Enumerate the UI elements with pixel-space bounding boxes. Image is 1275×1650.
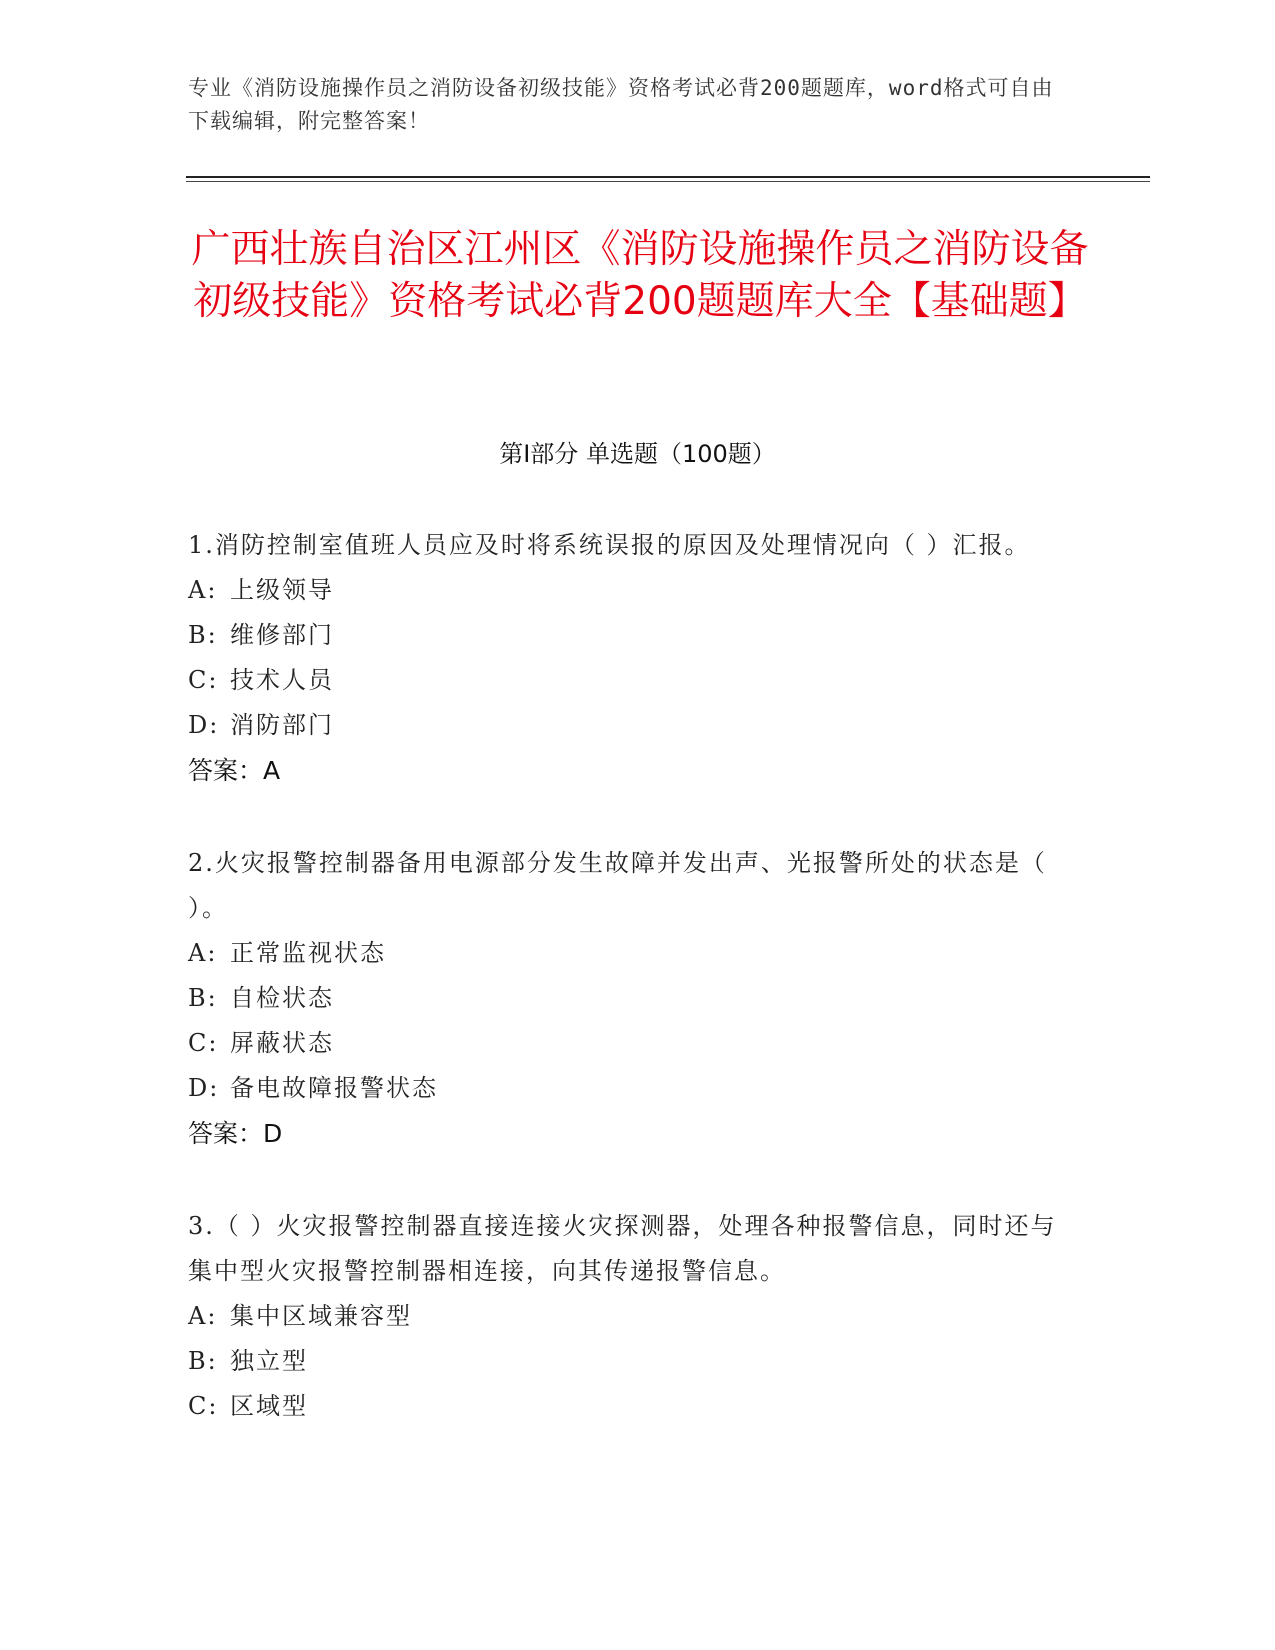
- option-key: D:: [188, 711, 220, 739]
- option-b: [188, 1339, 1068, 1384]
- option-text: 正常监视状态: [230, 939, 386, 967]
- option-key: A:: [188, 1302, 218, 1330]
- option-text: 消防部门: [230, 711, 334, 739]
- question-stem: 1.消防控制室值班人员应及时将系统误报的原因及处理情况向（ ）汇报。: [188, 531, 1031, 559]
- option-c: [188, 1384, 1068, 1429]
- option-c: [188, 1021, 1068, 1066]
- option-d: [188, 703, 1068, 748]
- option-key: B:: [188, 1347, 218, 1375]
- option-text: 技术人员: [230, 666, 334, 694]
- answer-line: 答案：A: [188, 756, 281, 785]
- option-d: [188, 1066, 1068, 1111]
- option-key: C:: [188, 1029, 219, 1057]
- option-key: A:: [188, 939, 218, 967]
- option-text: 备电故障报警状态: [230, 1074, 438, 1102]
- option-a: [188, 1294, 1068, 1339]
- option-text: 上级领导: [230, 576, 334, 604]
- option-a: [188, 568, 1068, 613]
- option-text: 独立型: [230, 1347, 308, 1375]
- option-key: C:: [188, 1392, 219, 1420]
- document-title: 广西壮族自治区江州区《消防设施操作员之消防设备初级技能》资格考试必背200题题库大全【基础题】: [191, 227, 1089, 324]
- option-key: A:: [188, 576, 218, 604]
- question-item: [188, 523, 1068, 793]
- question-stem: 2.火灾报警控制器备用电源部分发生故障并发出声、光报警所处的状态是（ ）。: [188, 849, 1047, 922]
- option-text: 集中区域兼容型: [230, 1302, 412, 1330]
- option-key: B:: [188, 984, 218, 1012]
- answer-line: 答案：D: [188, 1119, 283, 1148]
- option-text: 自检状态: [230, 984, 334, 1012]
- option-key: C:: [188, 666, 219, 694]
- option-key: B:: [188, 621, 218, 649]
- question-item: [188, 841, 1068, 1156]
- question-stem: 3.（ ）火灾报警控制器直接连接火灾探测器，处理各种报警信息，同时还与集中型火灾报警控制器相连接，向其传递报警信息。: [188, 1212, 1057, 1285]
- option-key: D:: [188, 1074, 220, 1102]
- option-b: [188, 613, 1068, 658]
- option-b: [188, 976, 1068, 1021]
- option-text: 屏蔽状态: [230, 1029, 334, 1057]
- header-note: 专业《消防设施操作员之消防设备初级技能》资格考试必背200题题库，word格式可自由下载编辑，附完整答案！: [188, 76, 1054, 133]
- question-list: [188, 523, 1068, 1477]
- option-text: 维修部门: [230, 621, 334, 649]
- option-text: 区域型: [230, 1392, 308, 1420]
- question-item: [188, 1204, 1068, 1429]
- header-rule-thin: [186, 181, 1150, 182]
- option-a: [188, 931, 1068, 976]
- section-heading: 第I部分 单选题（100题）: [499, 440, 776, 468]
- header-rule: [186, 176, 1150, 178]
- option-c: [188, 658, 1068, 703]
